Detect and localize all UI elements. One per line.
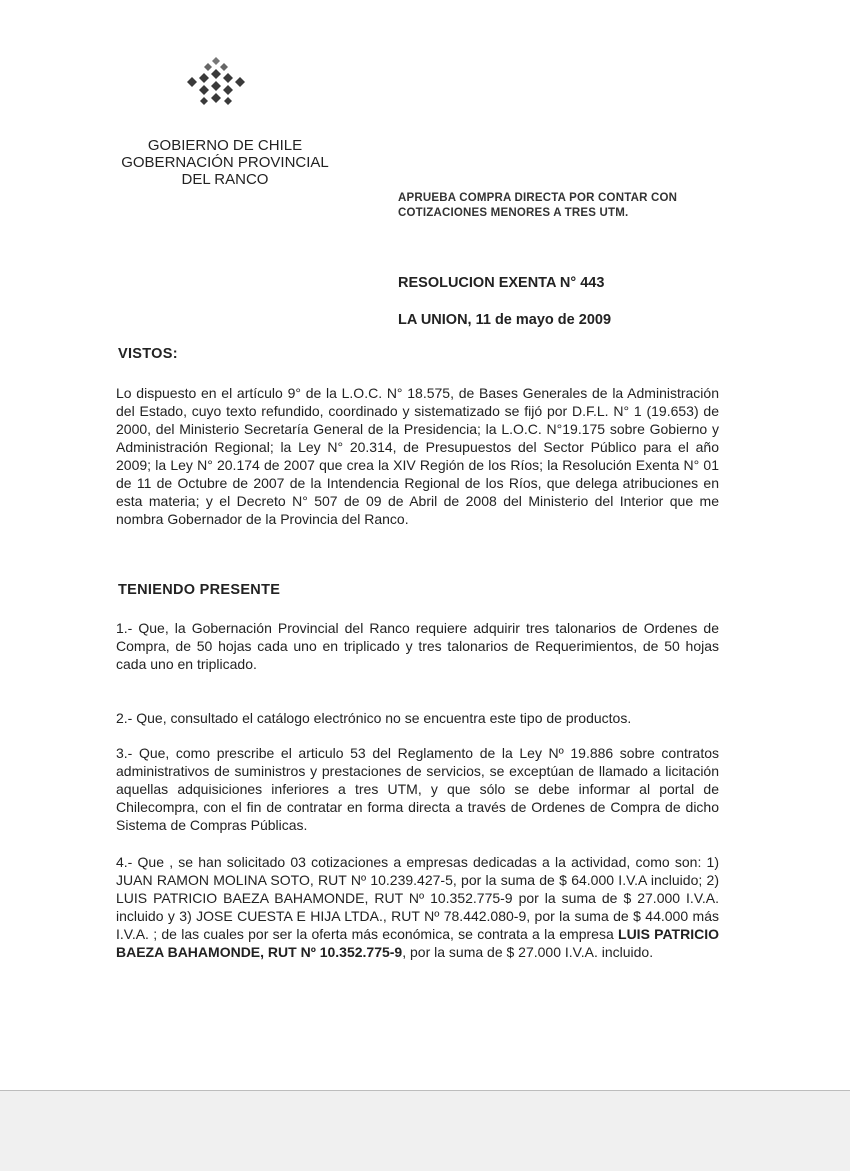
- resolution-subject: [398, 191, 738, 221]
- paragraph-2: 2.- Que, consultado el catálogo electrónico no se encuentra este tipo de productos.: [116, 710, 632, 726]
- teniendo-presente-heading: TENIENDO PRESENTE: [118, 582, 281, 598]
- vistos-paragraph: Lo dispuesto en el artículo 9° de la L.O.C. N° 18.575, de Bases Generales de la Administración del Estado, cuyo texto refundido, coordinado y sistematizado se fijó por D.F.L. N° 1 (19.653) de 2000, del Ministerio Secretaría General de la Presidencia; la L.O.C. N°19.175 sobre Gobierno y Administración Regional; la Ley N° 20.314, de Presupuestos del Sector Público para el año 2009; la Ley N° 20.174 de 2007 que crea la XIV Región de los Ríos; la Resolución Exenta N° 01 de 11 de Octubre de 2007 de la Intendencia Regional de los Ríos, que delega atribuciones en esta materia; y el Decreto N° 507 de 09 de Abril de 2008 del Ministerio del Interior que me nombra Gobernador de la Provincia del Ranco.: [116, 385, 719, 527]
- subject-line-2: COTIZACIONES MENORES A TRES UTM.: [398, 207, 629, 219]
- org-line-2: GOBERNACIÓN PROVINCIAL: [121, 154, 329, 171]
- org-line-3: DEL RANCO: [181, 171, 269, 188]
- paragraph-3: 3.- Que, como prescribe el articulo 53 del Reglamento de la Ley Nº 19.886 sobre contratos administrativos de suministros y prestaciones de servicios, se exceptúan de llamado a licitación aquellas adquisiciones inferiores a tres UTM, y que sólo se debe informar al portal de Chilecompra, con el fin de contratar en forma directa a través de Ordenes de Compra de dicho Sistema de Compras Públicas.: [116, 745, 719, 833]
- scanner-bottom-band: [0, 1090, 850, 1171]
- resolution-place-date: LA UNION, 11 de mayo de 2009: [398, 312, 612, 328]
- resolution-title: RESOLUCION EXENTA N° 443: [398, 275, 605, 291]
- subject-line-1: APRUEBA COMPRA DIRECTA POR CONTAR CON: [398, 192, 678, 204]
- paragraph-4-tail: , por la suma de $ 27.000 I.V.A. incluido.: [402, 944, 654, 960]
- selected-supplier: LUIS PATRICIO BAEZA BAHAMONDE, RUT Nº 10.352.775-9: [116, 926, 719, 960]
- paragraph-1: 1.- Que, la Gobernación Provincial del Ranco requiere adquirir tres talonarios de Ordenes de Compra, de 50 hojas cada uno en triplicado y tres talonarios de Requerimientos, de 50 hojas cada uno en triplicado.: [116, 620, 719, 672]
- vistos-heading: VISTOS:: [118, 346, 178, 362]
- org-line-1: GOBIERNO DE CHILE: [147, 137, 303, 154]
- gobierno-de-chile-logo-icon: [176, 55, 256, 111]
- paragraph-4-text: 4.- Que , se han solicitado 03 cotizaciones a empresas dedicadas a la actividad, como son: 1) JUAN RAMON MOLINA SOTO, RUT Nº 10.239.427-5, por la suma de $ 64.000 I.V.A incluido; 2) LUIS PATRICIO BAEZA BAHAMONDE, RUT Nº 10.352.775-9 por la suma de $ 27.000 I.V.A. incluido y 3) JOSE CUESTA E HIJA LTDA., RUT Nº 78.442.080-9, por la suma de $ 44.000 más I.V.A. ; de las cuales por ser la oferta más económica, se contrata a la empresa: [116, 854, 719, 942]
- paragraph-4: [116, 853, 719, 961]
- organization-name: [110, 137, 340, 188]
